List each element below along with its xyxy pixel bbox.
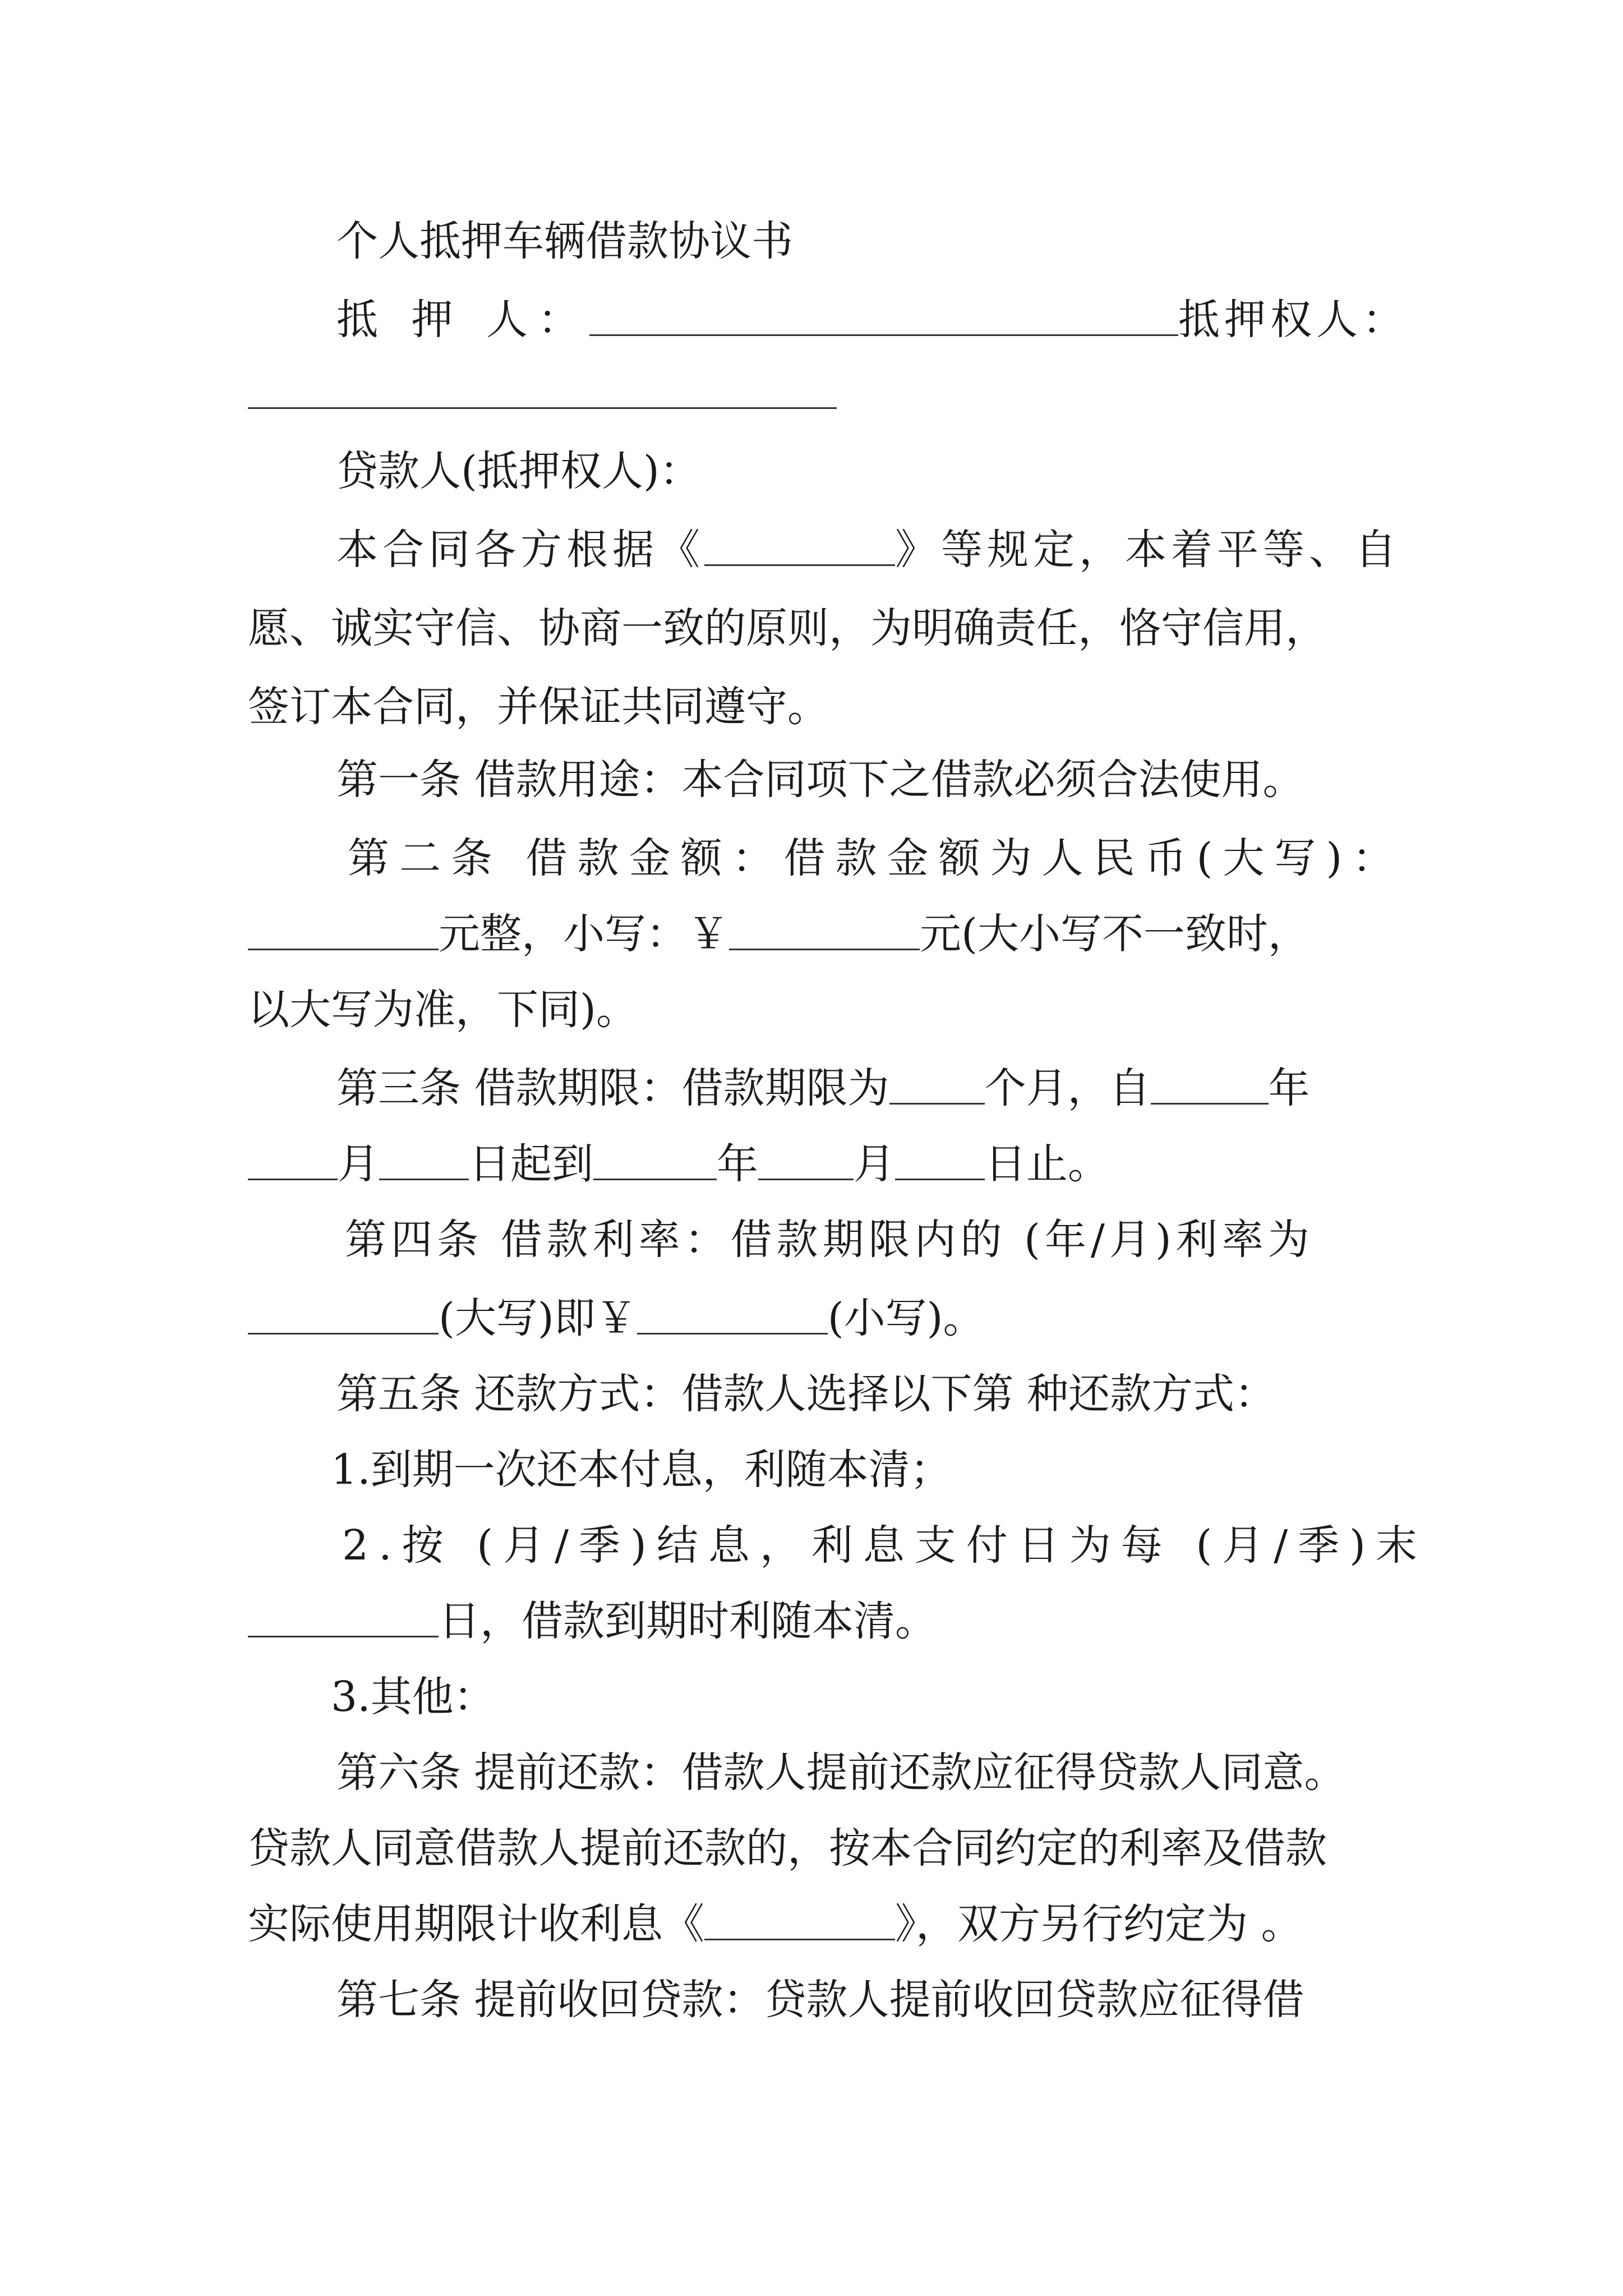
start-month-blank[interactable] [248, 1145, 338, 1180]
amount-lowercase-blank[interactable] [729, 915, 920, 950]
end-month-blank[interactable] [758, 1145, 854, 1180]
article-3-text-c: 年 [1268, 1064, 1310, 1112]
article-6-text-a: 实际使用期限计收利息《 [248, 1900, 704, 1948]
article-4-text-a: (大写)即￥ [439, 1294, 637, 1342]
article-6-line-1: 第六条 提前还款：借款人提前还款应征得贷款人同意。 [336, 1749, 1346, 1797]
article-3-end-label: 日止。 [985, 1140, 1109, 1188]
preamble-line-3: 签订本合同，并保证共同遵守。 [248, 683, 829, 731]
article-4-text-b: (小写)。 [827, 1294, 985, 1342]
mortgagee-label: 抵押权人： [1178, 296, 1409, 344]
option-2-line-2 [248, 1593, 937, 1649]
article-4-line-2 [248, 1290, 985, 1346]
article-7-line-1: 第七条 提前收回贷款：贷款人提前收回贷款应征得借 [336, 1976, 1304, 2024]
preamble-line-1 [336, 522, 1401, 578]
article-6-text-b: 》，双方另行约定为 。 [895, 1900, 1303, 1948]
article-3-month-label: 月 [338, 1140, 379, 1188]
mortgagee-blank[interactable] [248, 374, 837, 409]
article-2-line-1: 第二条 借款金额：借款金额为人民币(大写)： [348, 834, 1404, 882]
mortgagor-line [336, 292, 1408, 348]
article-3-text-a: 第三条 借款期限：借款期限为 [336, 1064, 889, 1112]
months-blank[interactable] [889, 1069, 985, 1105]
end-day-blank[interactable] [895, 1145, 985, 1180]
article-2-text-a: 元整，小写：￥ [439, 910, 729, 958]
article-3-line-2 [248, 1136, 1109, 1192]
article-3-line-1 [336, 1060, 1310, 1116]
article-2-line-3: 以大写为准，下同)。 [248, 986, 638, 1034]
rate-lowercase-blank[interactable] [637, 1299, 828, 1335]
article-2-line-2 [248, 906, 1310, 962]
option-2-line-1: 2.按 (月/季)结息，利息支付日为每 (月/季)末 [342, 1521, 1427, 1570]
preamble-line-2: 愿、诚实守信、协商一致的原则，为明确责任，恪守信用， [248, 604, 1327, 652]
mortgagor-blank[interactable] [589, 301, 1178, 336]
article-1: 第一条 借款用途：本合同项下之借款必须合法使用。 [336, 756, 1304, 804]
preamble-text-b: 》等规定，本着平等、自 [895, 526, 1401, 574]
article-3-end-month-label: 月 [854, 1140, 895, 1188]
start-year-blank[interactable] [1151, 1069, 1269, 1105]
article-6-line-2: 贷款人同意借款人提前还款的，按本合同约定的利率及借款 [248, 1824, 1327, 1872]
amount-uppercase-blank[interactable] [248, 915, 439, 950]
payment-day-blank[interactable] [248, 1602, 439, 1637]
article-6-line-3 [248, 1896, 1303, 1952]
option-1: 1.到期一次还本付息，利随本清； [331, 1446, 952, 1494]
document-title: 个人抵押车辆借款协议书 [336, 217, 793, 265]
end-year-blank[interactable] [593, 1145, 717, 1180]
lender-label: 贷款人(抵押权人)： [336, 447, 701, 495]
article-3-text-b: 个月，自 [984, 1064, 1151, 1112]
option-3: 3.其他： [331, 1673, 495, 1721]
rate-uppercase-blank[interactable] [248, 1299, 439, 1335]
interest-basis-blank[interactable] [704, 1905, 895, 1940]
article-5: 第五条 还款方式：借款人选择以下第 种还款方式： [336, 1370, 1276, 1418]
mortgagee-blank-line [248, 365, 837, 421]
article-4-line-1: 第四条 借款利率：借款期限内的 (年/月)利率为 [345, 1216, 1314, 1264]
preamble-text-a: 本合同各方根据《 [336, 526, 704, 574]
article-3-year-label: 年 [717, 1140, 758, 1188]
start-day-blank[interactable] [379, 1145, 469, 1180]
article-3-until-label: 日起到 [469, 1140, 593, 1188]
mortgagor-label: 抵 押 人： [336, 296, 590, 344]
article-2-text-b: 元(大小写不一致时， [920, 910, 1310, 958]
option-2-text: 日，借款到期时利随本清。 [439, 1597, 937, 1645]
law-name-blank[interactable] [704, 531, 895, 566]
